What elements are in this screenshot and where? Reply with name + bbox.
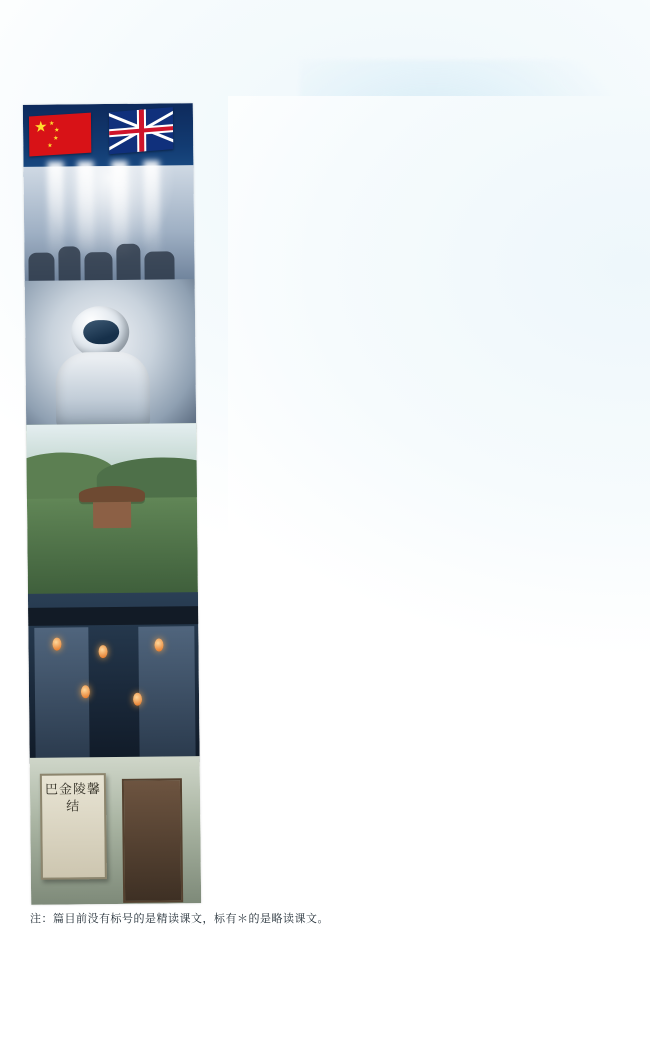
plaque-text: 巴金陵馨结 <box>40 773 107 880</box>
toc-entry[interactable] <box>228 845 624 872</box>
ancient-street-photo-panel <box>28 592 200 764</box>
footnote: 注：篇目前没有标号的是精读课文，标有＊的是略读课文。 <box>30 912 329 925</box>
garden-pavilion-photo-panel <box>26 423 198 600</box>
ceremony-stage-photo-panel <box>23 165 194 287</box>
toc-entry-page-number <box>228 96 650 1046</box>
uk-flag-icon <box>109 107 173 154</box>
memorial-sign-photo-panel <box>30 756 202 905</box>
contents-column <box>228 96 624 872</box>
china-flag-icon: ★ ★ ★ ★ ★ <box>29 113 91 157</box>
astronaut-photo-panel <box>25 279 197 431</box>
toc-list <box>228 737 624 872</box>
photo-collage-strip <box>23 103 201 905</box>
units-container <box>228 240 624 872</box>
